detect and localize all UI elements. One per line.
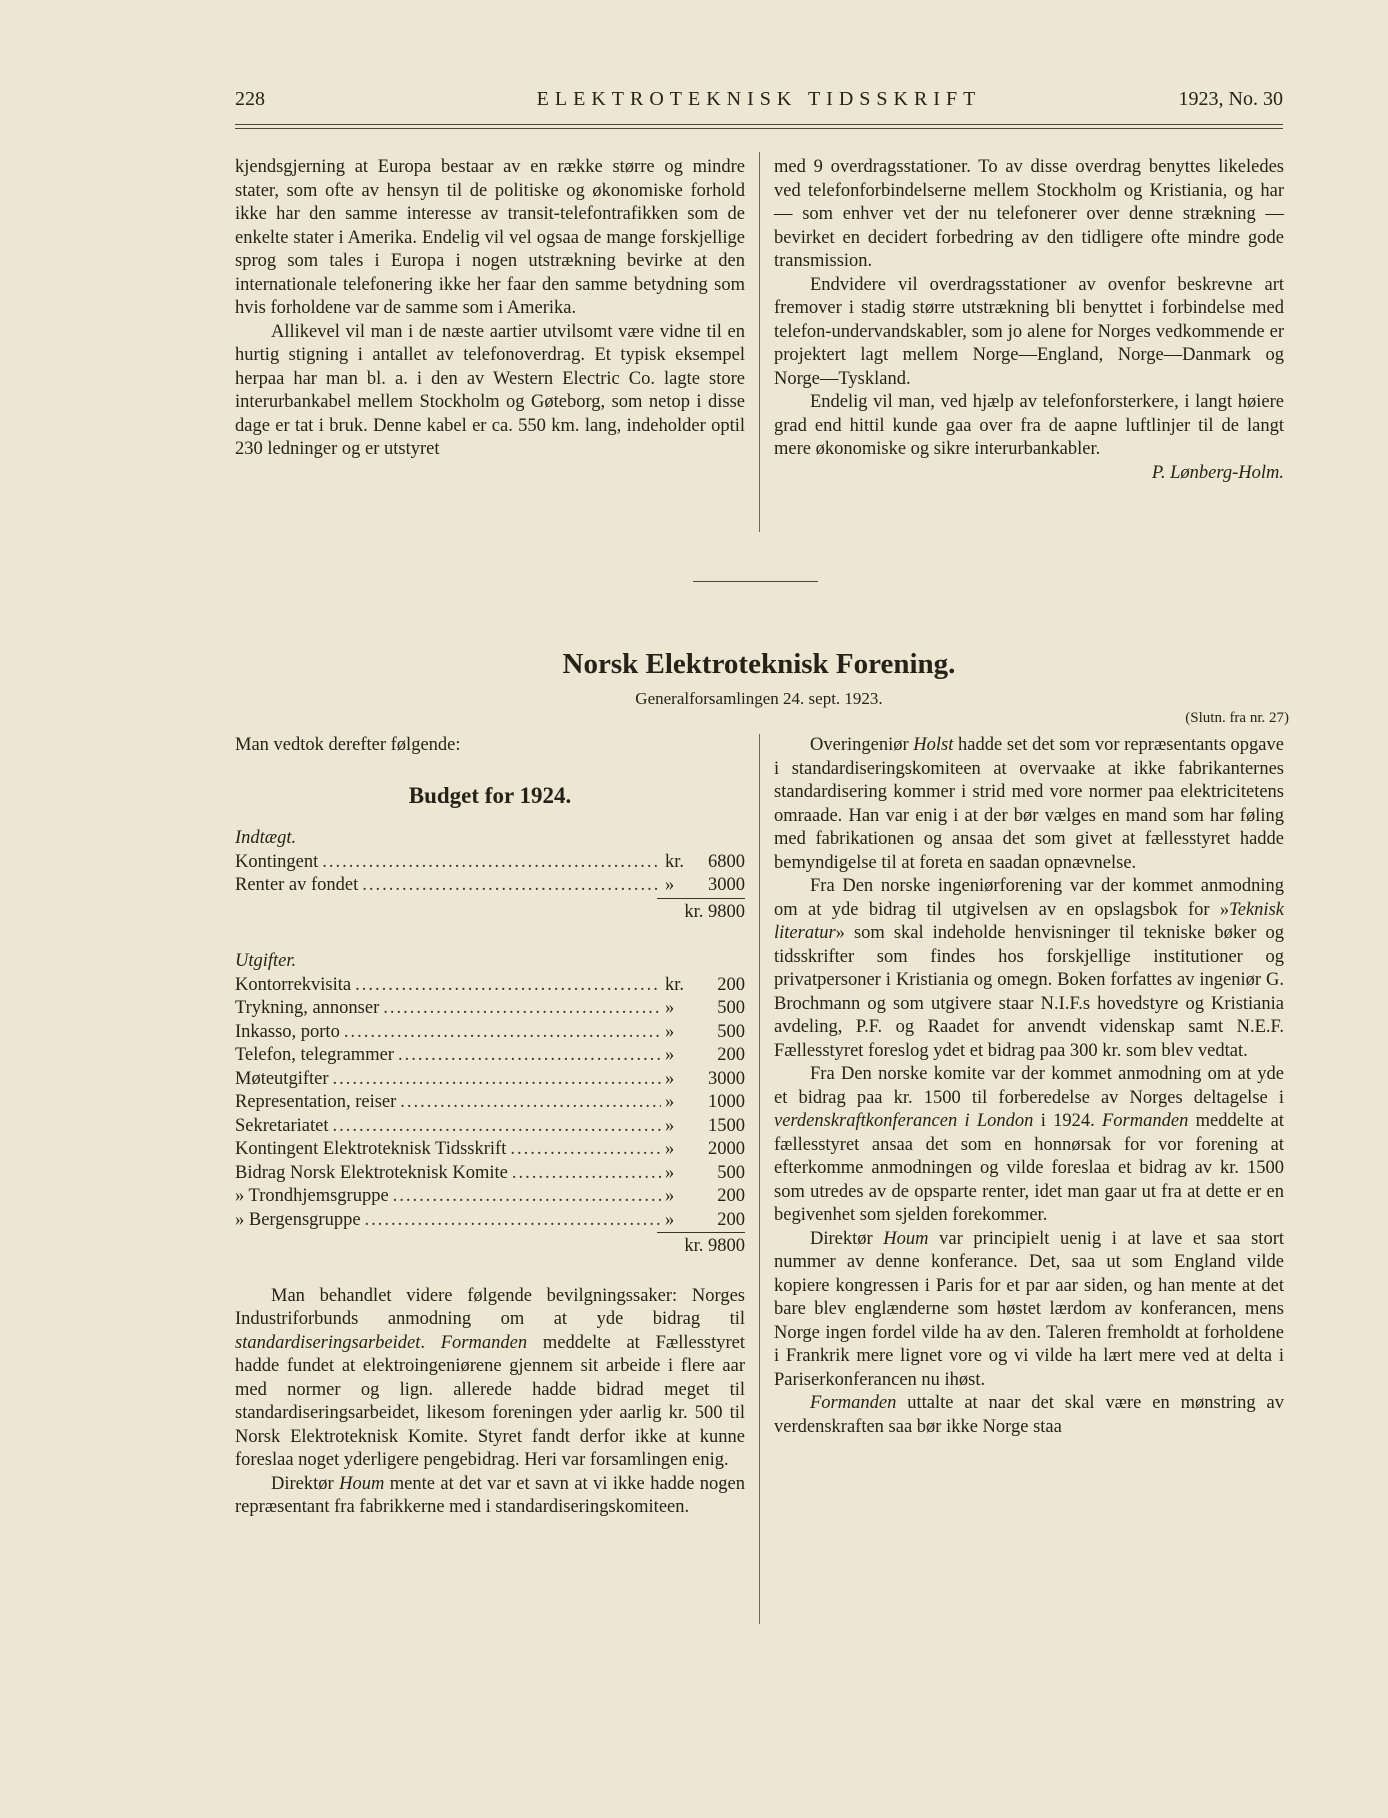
budget-item-label: Kontingent — [235, 851, 319, 872]
budget-row — [235, 974, 745, 998]
budget-amount: 6800 — [708, 851, 745, 872]
issue-label: 1923, No. 30 — [1178, 88, 1283, 110]
budget-amount: 500 — [717, 1162, 745, 1183]
minutes-left-column — [235, 734, 745, 1520]
currency-mark: » — [665, 1139, 675, 1159]
minutes-paragraph: Direktør Houm var principielt uenig i at lave et saa stort nummer av denne konferance. Det, saa ut som England vilde kopiere kongressen i Paris for et par aar siden, og han mente at det bare blev englænderne som høstet lærdom av konferancen, mens Norge ingen fordel vilde ha av den. Taleren fremholdt at forholdene i Frankrik mere lignet vore og vi vilde ha lært mere ved at delta i Pariserkonferancen nu ihøst. — [774, 1228, 1284, 1390]
currency-mark: » — [665, 1068, 675, 1089]
article-paragraph: kjendsgjerning at Europa bestaar av en række større og mindre stater, som ofte av hensyn til de politiske og økonomiske forhold ikke har den samme interesse av transit-telefontrafikken som de enkelte stater i Amerika. Endelig vil vel ogsaa de mange forskjellige sprog som tales i Europa i nogen utstrækning bevirke at den internationale telefonering ikke her faar den samme betydning som hvis forholdene var de samme som i Amerika. — [235, 157, 745, 318]
journal-title: ELEKTROTEKNISK TIDSSKRIFT — [536, 88, 982, 110]
dot-leader — [365, 1209, 661, 1233]
income-heading: Indtægt. — [235, 828, 297, 848]
minutes-right-column — [774, 734, 1284, 1439]
budget-item-label: Kontorrekvisita — [235, 974, 352, 995]
budget-amount: 1000 — [708, 1092, 745, 1112]
budget-amount: 200 — [717, 974, 745, 995]
dot-leader — [332, 1115, 661, 1139]
budget-item-label: Sekretariatet — [235, 1115, 329, 1136]
dot-leader — [355, 974, 661, 998]
article-end-rule — [693, 581, 818, 582]
budget-amount: 2000 — [708, 1139, 745, 1159]
budget-row — [235, 997, 745, 1021]
dot-leader — [400, 1091, 661, 1115]
budget-amount: 200 — [717, 1186, 745, 1206]
currency-mark: » — [665, 1162, 675, 1183]
income-table — [235, 851, 745, 898]
currency-mark: » — [665, 1115, 675, 1136]
dot-leader — [510, 1138, 661, 1162]
expense-total: kr. 9800 — [235, 1232, 745, 1259]
currency-mark: kr. — [665, 974, 685, 995]
minutes-paragraph: Fra Den norske komite var der kommet anmodning om at yde et bidrag paa kr. 1500 til forberedelse av Norges deltagelse i verdenskraftkonferancen i London i 1924. Formanden meddelte at fællesstyret ansaa det som en honnørsak for vor forening at efterkomme anmodningen og vilde foreslaa et bidrag av kr. 1500 som utredes av de opsparte renter, idet man gaar ut fra at dette er en begivenhet som sjelden forekommer. — [774, 1064, 1285, 1225]
minutes-paragraph: Overingeniør Holst hadde set det som vor repræsentants opgave i standardiseringskomiteen at overvaake at ikke fabrikanternes standardisering kommer i strid med vore normer paa elektricitetens omraade. Han var enig i at der bør vælges en mand som har føling med fabrikationen og ansaa det som givet at fællesstyret hadde bemyndigelse til at foreta en saadan opnævnelse. — [774, 735, 1284, 873]
budget-row — [235, 1091, 745, 1115]
budget-row — [235, 1044, 745, 1068]
currency-mark: » — [665, 998, 675, 1018]
budget-item-label: Representation, reiser — [235, 1092, 397, 1112]
dot-leader — [398, 1044, 661, 1068]
budget-row — [235, 851, 745, 875]
article-paragraph: Endvidere vil overdragsstationer av ovenfor beskrevne art fremover i stadig større utstrækning bli benyttet i forbindelse med telefon-undervandskabler, som jo alene for Norges vedkommende er projektert lagt mellem Norge—England, Norge—Danmark og Norge—Tyskland. — [774, 274, 1284, 389]
dot-leader — [322, 851, 661, 875]
budget-row — [235, 1162, 745, 1186]
column-divider — [759, 734, 760, 1624]
minutes-paragraph: Direktør Houm mente at det var et savn at vi ikke hadde nogen repræsentant fra fabrikkerne med i standardiseringskomiteen. — [235, 1473, 745, 1517]
budget-row — [235, 1209, 745, 1233]
article-signature: P. Lønberg-Holm. — [1151, 462, 1284, 483]
header-rule-top — [235, 124, 1283, 125]
budget-title: Budget for 1924. — [408, 782, 572, 808]
header-rule-bottom — [235, 128, 1283, 129]
budget-row — [235, 1138, 745, 1162]
minutes-paragraph: Fra Den norske ingeniørforening var der kommet anmodning om at yde bidrag til utgivelsen av en opslagsbok for »Teknisk literatur» som skal indeholde henvisninger til tekniske bøker og tidsskrifter som findes hos forskjellige institutioner og privatpersoner i Kristiania og omegn. Boken forfattes av ingeniør G. Brochmann og som utgivere staar N.I.F.s hovedstyre og Kristiania avdeling, P.F. og Raadet for anvendt videnskap samt N.E.F. Fællesstyret foreslog ydet et bidrag paa 300 kr. som blev vedtat. — [774, 876, 1284, 1061]
budget-item-label: Trykning, annonser — [235, 998, 380, 1018]
minutes-paragraph: Man behandlet videre følgende bevilgningssaker: Norges Industriforbunds anmodning om at yde bidrag til standardiseringsarbeidet. Formanden meddelte at Fællesstyret hadde fundet at elektroingeniørene gjennem sit arbeide i flere aar med normer og lign. allerede hadde bidrad meget til standardiseringsarbeidet, likesom foreningen yder aarlig kr. 500 til Norsk Elektroteknisk Komite. Styret fandt derfor ikke at kunne foreslaa noget yderligere pengebidrag. Heri var forsamlingen enig. — [235, 1285, 745, 1470]
expense-heading: Utgifter. — [235, 951, 297, 971]
budget-row — [235, 1068, 745, 1092]
article-paragraph: Endelig vil man, ved hjælp av telefonforsterkere, i langt høiere grad end hittil kunde gaa over fra de aapne luftlinjer til de langt mere økonomiske og sikre interurbankabler. — [774, 392, 1284, 459]
intro-text: Man vedtok derefter følgende: — [235, 735, 461, 755]
budget-row — [235, 1115, 745, 1139]
dot-leader — [333, 1068, 661, 1092]
continued-note: (Slutn. fra nr. 27) — [1185, 710, 1289, 726]
dot-leader — [383, 997, 661, 1021]
budget-amount: 200 — [717, 1045, 745, 1065]
budget-amount: 3000 — [708, 875, 745, 895]
budget-amount: 200 — [717, 1209, 745, 1230]
currency-mark: » — [665, 1209, 675, 1230]
minutes-paragraph: Formanden uttalte at naar det skal være en mønstring av verdenskraften saa bør ikke Norge staa — [774, 1393, 1284, 1437]
expense-table — [235, 974, 745, 1233]
page-number: 228 — [235, 88, 265, 110]
budget-item-label: Inkasso, porto — [235, 1021, 340, 1042]
section-subtitle: Generalforsamlingen 24. sept. 1923. — [635, 689, 883, 708]
dot-leader — [393, 1185, 661, 1209]
budget-row — [235, 1185, 745, 1209]
budget-amount: 3000 — [708, 1068, 745, 1089]
income-total: kr. 9800 — [235, 898, 745, 925]
column-divider — [759, 152, 760, 532]
dot-leader — [362, 874, 661, 898]
currency-mark: » — [665, 1021, 675, 1042]
running-header — [235, 88, 1283, 118]
budget-row — [235, 1021, 745, 1045]
currency-mark: » — [665, 875, 675, 895]
budget-item-label: » Bergensgruppe — [235, 1209, 361, 1230]
currency-mark: » — [665, 1045, 675, 1065]
budget-item-label: » Trondhjemsgruppe — [235, 1186, 389, 1206]
budget-item-label: Kontingent Elektroteknisk Tidsskrift — [235, 1139, 507, 1159]
currency-mark: kr. — [665, 851, 685, 872]
budget-amount: 500 — [717, 998, 745, 1018]
currency-mark: » — [665, 1186, 675, 1206]
budget-item-label: Møteutgifter — [235, 1068, 329, 1089]
article-paragraph: Allikevel vil man i de næste aartier utvilsomt være vidne til en hurtig stigning i antallet av telefonoverdrag. Et typisk eksempel herpaa har man bl. a. i den av Western Electric Co. lagte store interurbankabel mellem Stockholm og Gøteborg, som netop i disse dage er tat i bruk. Denne kabel er ca. 550 km. lang, indeholder optil 230 ledninger og er utstyret — [235, 321, 745, 459]
article-left-column — [235, 156, 745, 462]
article-paragraph: med 9 overdragsstationer. To av disse overdrag benyttes likeledes ved telefonforbindelserne mellem Stockholm og Kristiania, og har — som enhver vet der nu telefonerer over denne strækning — bevirket en decidert forbedring av den tidligere ofte mindre gode transmission. — [774, 157, 1284, 271]
currency-mark: » — [665, 1092, 675, 1112]
budget-row — [235, 874, 745, 898]
section-title: Norsk Elektroteknisk Forening. — [562, 648, 956, 680]
budget-item-label: Telefon, telegrammer — [235, 1045, 394, 1065]
dot-leader — [512, 1162, 661, 1186]
budget-amount: 500 — [717, 1021, 745, 1042]
article-right-column — [774, 156, 1284, 485]
budget-amount: 1500 — [708, 1115, 745, 1136]
budget-item-label: Bidrag Norsk Elektroteknisk Komite — [235, 1162, 508, 1183]
dot-leader — [344, 1021, 661, 1045]
budget-item-label: Renter av fondet — [235, 875, 359, 895]
